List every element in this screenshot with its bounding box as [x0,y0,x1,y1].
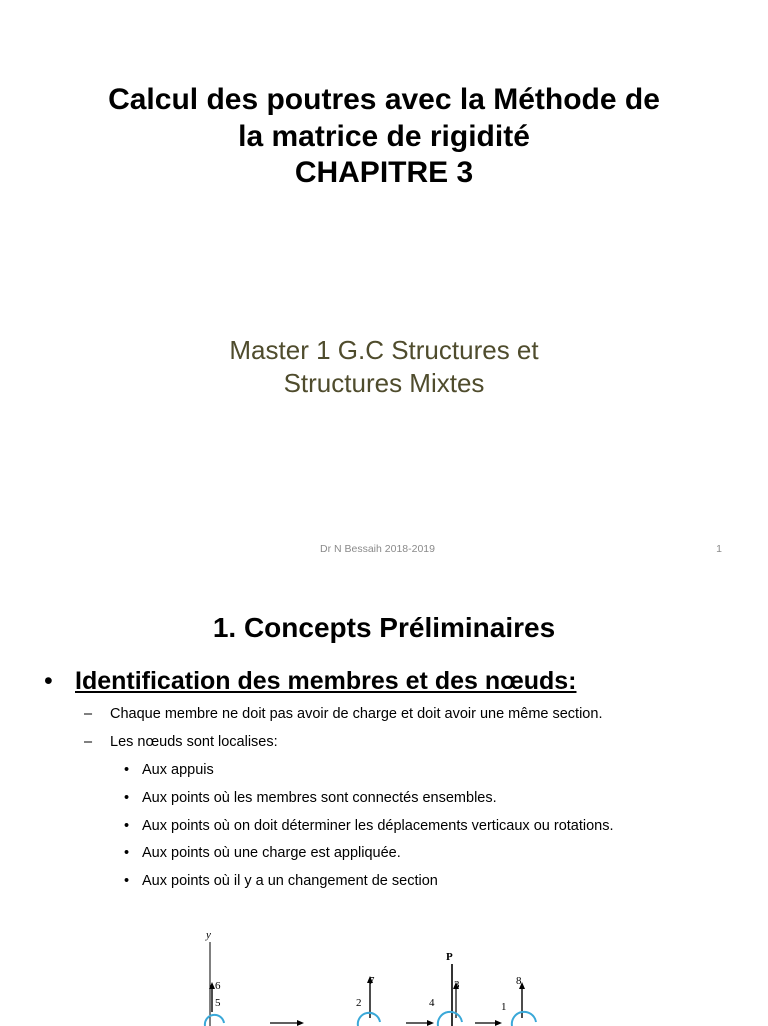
dof-label: 4 [429,997,435,1009]
sub-sub-item [124,845,401,861]
title-line: CHAPITRE 3 [294,156,474,190]
bullet-dot: • [124,762,130,778]
sub-sub-item-text: Aux points où une charge est appliquée. [142,845,401,861]
bullet-dot: • [124,790,130,806]
sub-item-text: Les nœuds sont localises: [110,734,278,750]
footer-author: Dr N Bessaih 2018-2019 [320,543,435,555]
dash-marker: – [84,734,93,750]
rotation-arrow [358,1013,380,1026]
sub-sub-item [124,873,438,889]
load-label: P [446,951,453,963]
sub-sub-item [124,818,614,834]
dof-label: 5 [215,997,221,1009]
sub-item [84,734,278,750]
arrow-head [495,1020,502,1026]
slide-title [0,82,768,192]
arrow-head [427,1020,434,1026]
sub-sub-item [124,790,497,806]
subtitle-line: Structures Mixtes [283,367,485,398]
sub-item [84,706,602,722]
dof-label: 2 [356,997,362,1009]
sub-sub-item-text: Aux appuis [142,762,214,778]
section-heading: 1. Concepts Préliminaires [212,612,556,643]
footer-page-number: 1 [716,543,722,555]
dof-label: 1 [501,1001,507,1013]
dof-label: 8 [516,975,522,987]
bullet-dot: • [44,667,53,695]
bullet-text: Identification des membres et des nœuds: [75,667,577,695]
sub-sub-item [124,762,214,778]
sub-sub-item-text: Aux points où on doit déterminer les déplacements verticaux ou rotations. [142,818,614,834]
bullet-dot: • [124,873,130,889]
sub-sub-item-text: Aux points où il y a un changement de section [142,873,438,889]
bullet-heading [44,667,576,696]
dof-label: 3 [454,979,460,991]
sub-sub-item-text: Aux points où les membres sont connectés ensembles. [142,790,497,806]
slide-subtitle [0,334,768,400]
title-line: la matrice de rigidité [238,119,530,153]
dash-marker: – [84,706,93,722]
content-slide [0,578,768,1024]
sub-item-text: Chaque membre ne doit pas avoir de charge et doit avoir une même section. [110,706,603,722]
rotation-arrow [205,1015,224,1026]
y-axis-label: y [206,929,211,941]
dof-label: 6 [215,980,221,992]
dof-label: 7 [369,975,375,987]
beam-dof-diagram [180,926,560,1026]
title-line: Calcul des poutres avec la Méthode de [108,83,660,116]
bullet-dot: • [124,845,130,861]
arrow-head [297,1020,304,1026]
subtitle-line: Master 1 G.C Structures et [229,335,539,365]
bullet-dot: • [124,818,130,834]
